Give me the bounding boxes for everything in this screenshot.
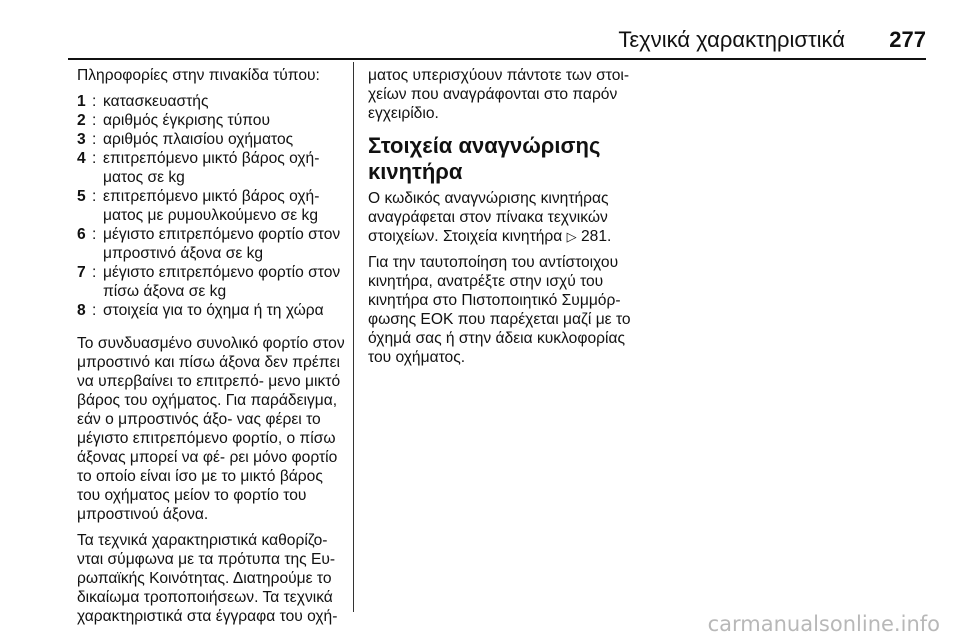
- list-item: 5 : επιτρεπόμενο μικτό βάρος οχή‐ ματος με ρυμουλκούμενο σε kg: [77, 187, 345, 225]
- left-column: [77, 66, 345, 633]
- item-text: αριθμός έγκρισης τύπου: [103, 112, 270, 129]
- item-number: 4: [77, 150, 86, 167]
- item-text: μέγιστο επιτρεπόμενο φορτίο στον πίσω άξονα σε kg: [103, 264, 341, 300]
- type-plate-list: [77, 92, 345, 320]
- item-text: στοιχεία για το όχημα ή τη χώρα: [103, 302, 324, 319]
- engine-code-text: Ο κωδικός αναγνώρισης κινητήρας αναγράφεται στον πίνακα τεχνικών στοιχείων. Στοιχεία κινητήρα: [368, 190, 609, 245]
- page-number: 277: [889, 27, 926, 52]
- list-item: 3 : αριθμός πλαισίου οχήματος: [77, 130, 345, 149]
- specs-paragraph: Τα τεχνικά χαρακτηριστικά καθορίζο‐ νται σύμφωνα με τα πρότυπα της Ευ‐ ρωπαϊκής Κοινότητας. Διατηρούμε το δικαίωμα τροποποιήσεων. Τα τεχνικά χαρακτηριστικά στα έγγραφα του οχή‐: [77, 532, 338, 625]
- item-number: 6: [77, 226, 86, 243]
- header-rule: [68, 58, 926, 60]
- list-item: 2 : αριθμός έγκρισης τύπου: [77, 111, 345, 130]
- item-text: επιτρεπόμενο μικτό βάρος οχή‐ ματος σε kg: [103, 150, 320, 186]
- list-item: 8 : στοιχεία για το όχημα ή τη χώρα: [77, 301, 345, 320]
- item-text: επιτρεπόμενο μικτό βάρος οχή‐ ματος με ρυμουλκούμενο σε kg: [103, 188, 320, 224]
- item-number: 5: [77, 188, 86, 205]
- item-number: 7: [77, 264, 86, 281]
- item-number: 1: [77, 93, 86, 110]
- axle-load-paragraph: Το συνδυασμένο συνολικό φορτίο στον μπροστινό και πίσω άξονα δεν πρέπει να υπερβαίνει το επιτρεπό‐ μενο μικτό βάρος του οχήματος. Για παράδειγμα, εάν ο μπροστινός άξο‐ νας φέρει το μέγιστο επιτρεπόμενο φορτίο, ο πίσω άξονας μπορεί να φέ‐ ρει μόνο φορτίο το οποίο είναι ίσο με το μικτό βάρος του οχήματος μείον το φορτίο του μπροστινού άξονα.: [77, 335, 345, 523]
- page-reference-arrow-icon: ▷: [566, 229, 577, 244]
- column-divider: [353, 62, 354, 612]
- item-text: μέγιστο επιτρεπόμενο φορτίο στον μπροστινό άξονα σε kg: [103, 226, 341, 262]
- continuation-paragraph: ματος υπερισχύουν πάντοτε των στοι‐ χείων που αναγράφονται στο παρόν εγχειρίδιο.: [368, 67, 630, 122]
- list-item: 7 : μέγιστο επιτρεπόμενο φορτίο στον πίσω άξονα σε kg: [77, 263, 345, 301]
- list-item: 1 : κατασκευαστής: [77, 92, 345, 111]
- type-plate-intro: Πληροφορίες στην πινακίδα τύπου:: [77, 67, 320, 84]
- engine-code-paragraph: [368, 189, 640, 246]
- engine-id-heading: Στοιχεία αναγνώρισης κινητήρα: [368, 133, 601, 184]
- item-number: 8: [77, 302, 86, 319]
- page-reference[interactable]: 281.: [581, 228, 612, 245]
- engine-identification-paragraph: Για την ταυτοποίηση του αντίστοιχου κινητήρα, ανατρέξτε στην ισχύ του κινητήρα στο Πιστοποιητικό Συμμόρ‐ φωσης ΕΟΚ που παρέχεται μαζί με το όχημά σας ή στην άδεια κυκλοφορίας του οχήματος.: [368, 254, 631, 366]
- right-column: [368, 66, 640, 374]
- watermark: carmanualsonline.info: [707, 612, 940, 636]
- page-header: [0, 0, 960, 60]
- item-text: κατασκευαστής: [103, 93, 209, 110]
- section-title: Τεχνικά χαρακτηριστικά: [618, 27, 845, 52]
- item-number: 3: [77, 131, 86, 148]
- list-item: 6 : μέγιστο επιτρεπόμενο φορτίο στον μπροστινό άξονα σε kg: [77, 225, 345, 263]
- list-item: 4 : επιτρεπόμενο μικτό βάρος οχή‐ ματος σε kg: [77, 149, 345, 187]
- item-number: 2: [77, 112, 86, 129]
- item-text: αριθμός πλαισίου οχήματος: [103, 131, 294, 148]
